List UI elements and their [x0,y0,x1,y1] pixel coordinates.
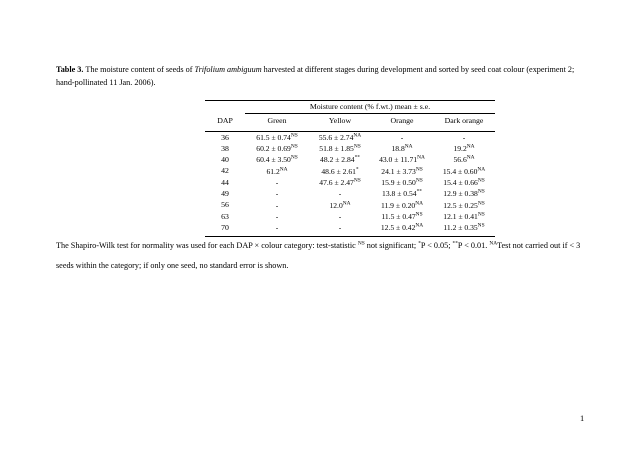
cell-value: - [462,132,466,142]
cell-significance: NS [477,222,485,229]
cell-value: 13.8 ± 0.54 [382,189,417,199]
cell-yellow [309,199,371,210]
cell-orange [371,143,433,154]
cell-value: 11.9 ± 0.20 [380,200,416,210]
footnote-part1: The Shapiro-Wilk test for normality was used for each DAP × colour category: test-statistic [56,241,358,250]
cell-significance: NA [417,154,425,161]
species-name: Trifolium ambiguum [194,65,262,74]
cell-significance: ** [354,154,360,161]
cell-significance: NS [290,143,298,150]
cell-value: 55.6 ± 2.74 [318,132,354,142]
cell-dap: 44 [221,177,229,187]
table-row [205,165,495,176]
moisture-content-table [205,100,495,237]
cell-significance: NA [466,154,475,161]
cell-green [245,222,309,233]
cell-value: - [338,211,342,221]
cell-value: - [400,132,404,142]
table-row [205,177,495,188]
cell-significance: NS [477,177,485,184]
cell-significance: NA [466,143,475,150]
cell-green [245,143,309,154]
footnote-part5: Test not carried out if < 3 seeds within the category; if only one seed, no standard error is shown. [56,241,581,271]
cell-dark-orange [433,131,495,143]
table-caption-text-before: The moisture content of seeds of [83,65,195,74]
cell-dark-orange [433,143,495,154]
table-group-header-row [205,101,495,114]
cell-yellow [309,211,371,222]
cell-yellow [309,177,371,188]
cell-value: 15.4 ± 0.60 [442,166,478,176]
column-header-orange: Orange [390,116,414,126]
cell-significance: NA [353,132,362,139]
cell-significance: NA [404,143,413,150]
table-row [205,154,495,165]
group-header-spacer [205,101,245,114]
table-row [205,131,495,143]
cell-significance: NS [353,177,361,184]
cell-significance: NA [477,166,486,173]
footnote-part4: P < 0.01. [457,241,490,250]
table-row [205,222,495,233]
cell-significance: NS [477,188,485,195]
cell-dark-orange [433,165,495,176]
cell-orange [371,165,433,176]
cell-value: 12.5 ± 0.42 [380,223,416,233]
table-footnote [56,236,584,276]
cell-dark-orange [433,199,495,210]
cell-value: 12.1 ± 0.41 [443,211,478,221]
table-row [205,211,495,222]
cell-green [245,165,309,176]
cell-value: 51.8 ± 1.85 [319,144,354,154]
cell-yellow [309,165,371,176]
table-caption-text-after: harvested at different stages during development and sorted by seed coat colour (experiment 2; hand-pollinated 11 Jan. 2006). [56,65,575,87]
footnote-part2: not significant; [364,241,419,250]
table-row [205,143,495,154]
cell-dark-orange [433,177,495,188]
cell-value: 56.6 [453,155,467,165]
cell-significance: NS [290,132,298,139]
cell-value: 61.2 [266,166,280,176]
cell-significance: NS [290,154,298,161]
cell-value: 60.4 ± 3.50 [256,155,291,165]
cell-value: 61.5 ± 0.74 [256,132,291,142]
cell-value: - [275,178,279,188]
cell-green [245,211,309,222]
footnote-sup-ns: NS [357,240,365,247]
footnote-sup-p01: ** [452,240,458,247]
cell-significance: * [355,166,359,173]
cell-dark-orange [433,188,495,199]
cell-value: 15.4 ± 0.66 [443,178,478,188]
cell-significance: NS [353,143,361,150]
cell-significance: NS [415,177,423,184]
table-caption [56,64,584,89]
cell-significance: NS [415,166,423,173]
cell-value: - [338,189,342,199]
cell-orange [371,154,433,165]
cell-value: - [275,223,279,233]
table-row [205,188,495,199]
group-header-moisture-content: Moisture content (% f.wt.) mean ± s.e. [245,101,495,114]
cell-orange [371,199,433,210]
cell-dap: 36 [221,132,229,142]
page-number: 1 [580,414,585,423]
cell-dap: 42 [221,166,229,176]
cell-significance: NS [415,211,423,218]
cell-dap: 63 [221,211,229,221]
cell-green [245,177,309,188]
cell-green [245,188,309,199]
cell-value: 12.0 [329,200,343,210]
cell-dark-orange [433,211,495,222]
cell-value: 60.2 ± 0.69 [256,144,291,154]
cell-green [245,131,309,143]
footnote-part3: P < 0.05; [420,241,453,250]
cell-significance: NS [477,211,485,218]
cell-value: 12.9 ± 0.38 [443,189,478,199]
cell-orange [371,131,433,143]
cell-value: 47.6 ± 2.47 [319,178,354,188]
table-caption-label: Table 3. [56,65,84,74]
cell-orange [371,177,433,188]
cell-value: - [338,223,342,233]
cell-dap: 49 [221,189,229,199]
cell-significance: ** [416,188,422,195]
cell-value: 43.0 ± 11.71 [379,155,418,165]
cell-significance: NA [279,166,288,173]
cell-value: 48.2 ± 2.84 [320,155,355,165]
cell-value: 24.1 ± 3.73 [381,166,416,176]
cell-dap: 38 [221,143,229,153]
cell-dark-orange [433,154,495,165]
cell-value: - [275,200,279,210]
cell-yellow [309,188,371,199]
cell-value: 48.6 ± 2.61 [321,166,356,176]
cell-orange [371,211,433,222]
footnote-sup-p05: * [418,240,421,247]
table-row [205,199,495,210]
cell-green [245,154,309,165]
cell-orange [371,188,433,199]
cell-dark-orange [433,222,495,233]
cell-dap: 70 [221,222,229,232]
cell-green [245,199,309,210]
cell-yellow [309,143,371,154]
cell-value: 11.5 ± 0.47 [381,211,416,221]
cell-yellow [309,222,371,233]
table-column-header-row [205,114,495,128]
cell-significance: NS [477,200,485,207]
cell-yellow [309,154,371,165]
cell-value: - [275,189,279,199]
cell-significance: NA [415,200,424,207]
cell-value: 19.2 [453,144,467,154]
cell-significance: NA [342,200,351,207]
cell-dap: 40 [221,155,229,165]
cell-value: 18.8 [391,144,405,154]
cell-yellow [309,131,371,143]
cell-dap: 56 [221,200,229,210]
cell-significance: NA [415,222,424,229]
column-header-green: Green [267,116,287,126]
cell-value: 12.5 ± 0.25 [443,200,478,210]
cell-value: - [275,211,279,221]
footnote-sup-na: NA [489,240,498,247]
column-header-yellow: Yellow [328,116,352,126]
cell-value: 11.2 ± 0.35 [443,223,478,233]
cell-value: 15.9 ± 0.50 [381,178,416,188]
column-header-dap: DAP [217,116,233,126]
cell-orange [371,222,433,233]
column-header-dark-orange: Dark orange [444,116,484,126]
